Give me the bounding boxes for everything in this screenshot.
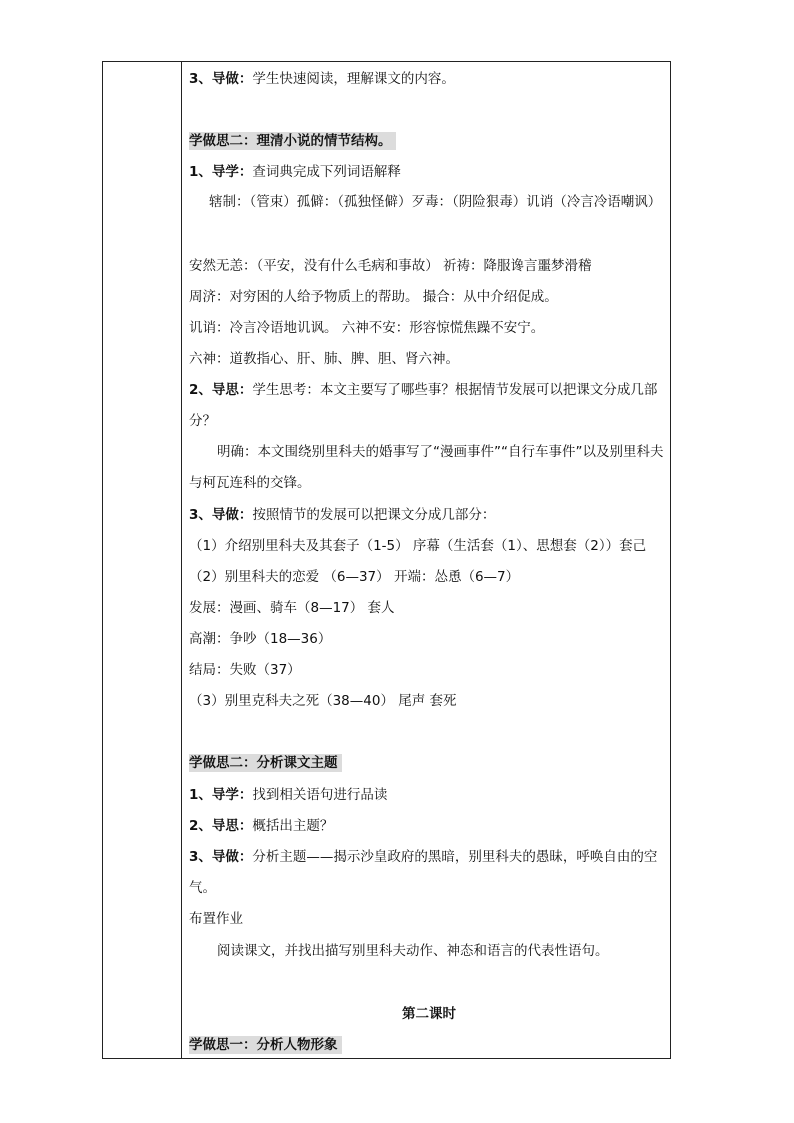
title-text: 第二课时 <box>402 1006 456 1022</box>
step-guide-do-3 <box>189 842 667 904</box>
step-text: 学生快速阅读，理解课文的内容。 <box>252 71 455 87</box>
step-guide-learn <box>189 163 401 181</box>
structure-line <box>189 630 331 648</box>
lesson-two-title <box>189 1005 669 1023</box>
homework-title <box>189 910 243 928</box>
step-label: 3、导做： <box>189 71 253 87</box>
structure-line <box>189 599 395 617</box>
step-text: 学生思考：本文主要写了哪些事？根据情节发展可以把课文分成几部分？ <box>189 382 658 429</box>
step-guide-learn <box>189 786 387 804</box>
step-text: 分析主题——揭示沙皇政府的黑暗，别里科夫的愚昧，呼唤自由的空气。 <box>189 849 658 896</box>
step-guide-do-2 <box>189 506 495 524</box>
section-heading <box>189 132 396 150</box>
answer-text: 明确：本文围绕别里科夫的婚事写了“漫画事件”“自行车事件”以及别里科夫与柯瓦连科的交锋。 <box>189 444 664 491</box>
step-text: 查词典完成下列词语解释 <box>252 164 401 180</box>
structure-line <box>189 568 519 586</box>
structure-line <box>189 692 457 710</box>
vocab-line <box>189 257 592 275</box>
step-text: 按照情节的发展可以把课文分成几部分： <box>252 507 496 523</box>
heading-text: 学做思二：分析课文主题 <box>189 754 342 772</box>
step-label: 1、导学： <box>189 164 253 180</box>
vocab-line <box>189 319 544 337</box>
homework-text <box>217 942 609 960</box>
column-divider <box>181 62 182 1058</box>
structure-line <box>189 537 646 555</box>
section-heading <box>189 1036 342 1054</box>
vocab-text: 辖制：（管束）孤僻：（孤独怪僻）歹毒：（阴险狠毒）讥诮（冷言冷语嘲讽） <box>209 194 662 210</box>
vocab-text: 安然无恙：（平安，没有什么毛病和事故） 祈祷：降服谗言噩梦滑稽 <box>189 258 592 274</box>
step-label: 2、导思： <box>189 818 253 834</box>
step-guide-think <box>189 817 333 835</box>
step-label: 3、导做： <box>189 507 253 523</box>
vocab-text: 周济：对穷困的人给予物质上的帮助。 撮合：从中介绍促成。 <box>189 289 558 305</box>
step-guide-do-1 <box>189 70 455 88</box>
step-text: 概括出主题？ <box>252 818 334 834</box>
step-label: 2、导思： <box>189 382 253 398</box>
lesson-plan-table <box>102 61 671 1059</box>
step-label: 1、导学： <box>189 787 253 803</box>
structure-text: （3）别里克科夫之死（38—40） 尾声 套死 <box>189 693 457 709</box>
homework-body: 阅读课文，并找出描写别里科夫动作、神态和语言的代表性语句。 <box>217 943 609 959</box>
vocab-text: 六神：道教指心、肝、肺、脾、胆、肾六神。 <box>189 351 459 367</box>
step-guide-think <box>189 375 667 437</box>
structure-text: （2）别里科夫的恋爱 （6—37） 开端：怂恿（6—7） <box>189 569 520 585</box>
homework-title-text: 布置作业 <box>189 911 243 927</box>
vocab-text: 讥诮：冷言冷语地讥讽。 六神不安：形容惊慌焦躁不安宁。 <box>189 320 545 336</box>
section-heading <box>189 754 342 772</box>
structure-line <box>189 661 301 679</box>
answer-clarify <box>189 437 667 499</box>
heading-text: 学做思二：理清小说的情节结构。 <box>189 132 396 150</box>
structure-text: 结局：失败（37） <box>189 662 301 678</box>
vocab-line <box>189 288 558 306</box>
step-text: 找到相关语句进行品读 <box>252 787 388 803</box>
structure-text: 发展：漫画、骑车（8—17） 套人 <box>189 600 395 616</box>
vocab-definitions <box>189 187 667 218</box>
structure-text: （1）介绍别里科夫及其套子（1-5） 序幕（生活套（1）、思想套（2））套己 <box>189 538 647 554</box>
step-label: 3、导做： <box>189 849 253 865</box>
heading-text: 学做思一：分析人物形象 <box>189 1036 342 1054</box>
structure-text: 高潮：争吵（18—36） <box>189 631 332 647</box>
vocab-line <box>189 350 459 368</box>
